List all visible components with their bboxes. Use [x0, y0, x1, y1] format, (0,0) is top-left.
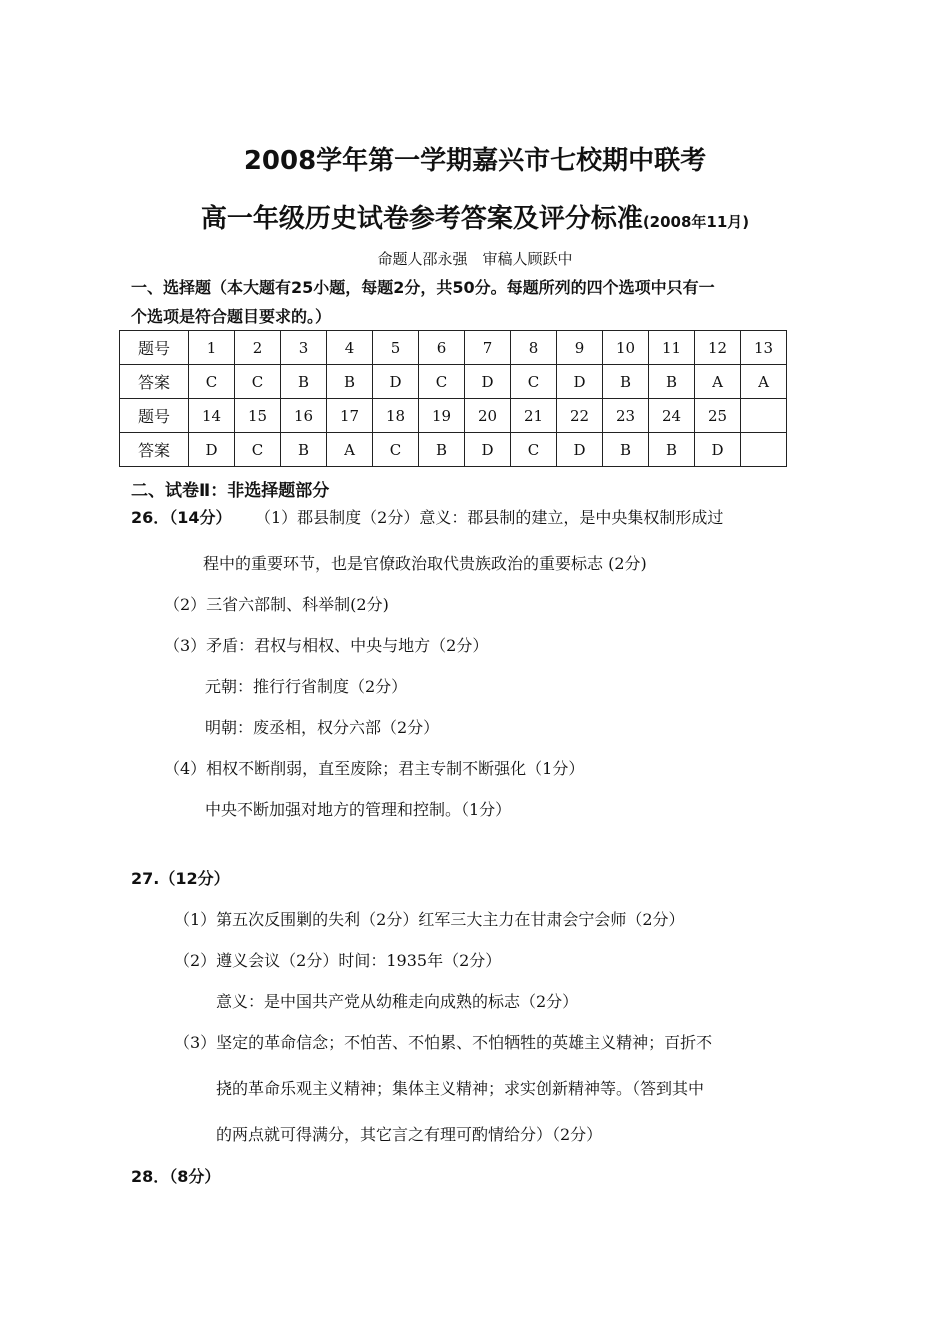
q27-number: 27.（12分） — [131, 869, 230, 888]
table-row-numbers-1 — [120, 331, 787, 365]
answer-cell: D — [465, 365, 511, 399]
q26-line: 元朝：推行行省制度（2分） — [205, 677, 408, 696]
answer-cell: C — [511, 433, 557, 467]
answer-cell: D — [557, 365, 603, 399]
table-row-answers-1 — [120, 365, 787, 399]
answer-cell: D — [465, 433, 511, 467]
q26-line: （2）三省六部制、科举制(2分) — [164, 595, 389, 614]
answer-cell: B — [419, 433, 465, 467]
answer-table — [119, 330, 787, 467]
question-number-cell: 9 — [557, 331, 603, 365]
title-line-1: 2008学年第一学期嘉兴市七校期中联考 — [243, 146, 707, 176]
q27-line: 挠的革命乐观主义精神；集体主义精神；求实创新精神等。（答到其中 — [216, 1079, 705, 1098]
question-number-cell: 20 — [465, 399, 511, 433]
row-label: 答案 — [120, 433, 189, 467]
question-number-cell: 17 — [327, 399, 373, 433]
answer-cell: C — [373, 433, 419, 467]
q28-number: 28．（8分） — [131, 1167, 221, 1186]
answer-cell: B — [281, 433, 327, 467]
question-number-cell: 8 — [511, 331, 557, 365]
q26-line: 程中的重要环节，也是官僚政治取代贵族政治的重要标志 (2分) — [203, 554, 647, 573]
question-number-cell: 14 — [189, 399, 235, 433]
question-number-cell: 11 — [649, 331, 695, 365]
answer-cell: A — [695, 365, 741, 399]
question-number-cell: 16 — [281, 399, 327, 433]
title-line-2 — [0, 198, 950, 235]
question-number-cell: 12 — [695, 331, 741, 365]
answer-cell — [741, 433, 787, 467]
q26-line: （3）矛盾：君权与相权、中央与地方（2分） — [164, 636, 489, 655]
answer-cell: D — [373, 365, 419, 399]
answer-cell: A — [741, 365, 787, 399]
title-text: 高一年级历史试卷参考答案及评分标准 — [200, 204, 643, 234]
q27-line: （2）遵义会议（2分）时间：1935年（2分） — [174, 951, 502, 970]
question-number-cell: 5 — [373, 331, 419, 365]
question-number-cell: 6 — [419, 331, 465, 365]
q27-line: 意义：是中国共产党从幼稚走向成熟的标志（2分） — [216, 992, 579, 1011]
answer-cell: C — [419, 365, 465, 399]
question-number-cell: 2 — [235, 331, 281, 365]
answer-cell: B — [281, 365, 327, 399]
question-number-cell: 7 — [465, 331, 511, 365]
q27-line: （1）第五次反围剿的失利（2分）红军三大主力在甘肃会宁会师（2分） — [174, 910, 685, 929]
question-number-cell: 22 — [557, 399, 603, 433]
answer-cell: B — [649, 433, 695, 467]
q26-line: （4）相权不断削弱，直至废除；君主专制不断强化（1分） — [164, 759, 585, 778]
title-date: (2008年11月) — [642, 213, 750, 231]
answer-cell: D — [189, 433, 235, 467]
question-number-cell: 1 — [189, 331, 235, 365]
q27-line: 的两点就可得满分，其它言之有理可酌情给分）（2分） — [216, 1125, 603, 1144]
row-label: 题号 — [120, 331, 189, 365]
answer-cell: B — [603, 365, 649, 399]
answer-cell: C — [235, 433, 281, 467]
answer-cell: D — [557, 433, 603, 467]
table-row-numbers-2 — [120, 399, 787, 433]
section1-heading-line2: 个选项是符合题目要求的。） — [131, 307, 332, 326]
question-number-cell: 19 — [419, 399, 465, 433]
row-label: 答案 — [120, 365, 189, 399]
question-number-cell: 24 — [649, 399, 695, 433]
question-number-cell: 18 — [373, 399, 419, 433]
authors: 命题人邵永强 审稿人顾跃中 — [377, 250, 573, 268]
question-number-cell: 23 — [603, 399, 649, 433]
table-row-answers-2 — [120, 433, 787, 467]
question-number-cell: 3 — [281, 331, 327, 365]
answer-cell: C — [235, 365, 281, 399]
q26-number: 26．（14分） — [131, 508, 232, 527]
section2-heading: 二、试卷Ⅱ：非选择题部分 — [131, 481, 330, 501]
answer-cell: B — [327, 365, 373, 399]
question-number-cell: 25 — [695, 399, 741, 433]
question-number-cell: 4 — [327, 331, 373, 365]
answer-cell: C — [189, 365, 235, 399]
q26-line: （1）郡县制度（2分）意义：郡县制的建立，是中央集权制形成过 — [255, 508, 724, 527]
question-number-cell: 21 — [511, 399, 557, 433]
question-number-cell: 10 — [603, 331, 649, 365]
answer-cell: A — [327, 433, 373, 467]
section1-heading-line1: 一、选择题（本大题有25小题，每题2分，共50分。每题所列的四个选项中只有一 — [131, 278, 715, 297]
row-label: 题号 — [120, 399, 189, 433]
answer-cell: D — [695, 433, 741, 467]
answer-cell: B — [603, 433, 649, 467]
q26-line: 明朝：废丞相，权分六部（2分） — [205, 718, 440, 737]
answer-cell: B — [649, 365, 695, 399]
question-number-cell: 15 — [235, 399, 281, 433]
q27-line: （3）坚定的革命信念；不怕苦、不怕累、不怕牺牲的英雄主义精神；百折不 — [174, 1033, 713, 1052]
answer-cell: C — [511, 365, 557, 399]
q26-line: 中央不断加强对地方的管理和控制。（1分） — [205, 800, 512, 819]
question-number-cell — [741, 399, 787, 433]
question-number-cell: 13 — [741, 331, 787, 365]
